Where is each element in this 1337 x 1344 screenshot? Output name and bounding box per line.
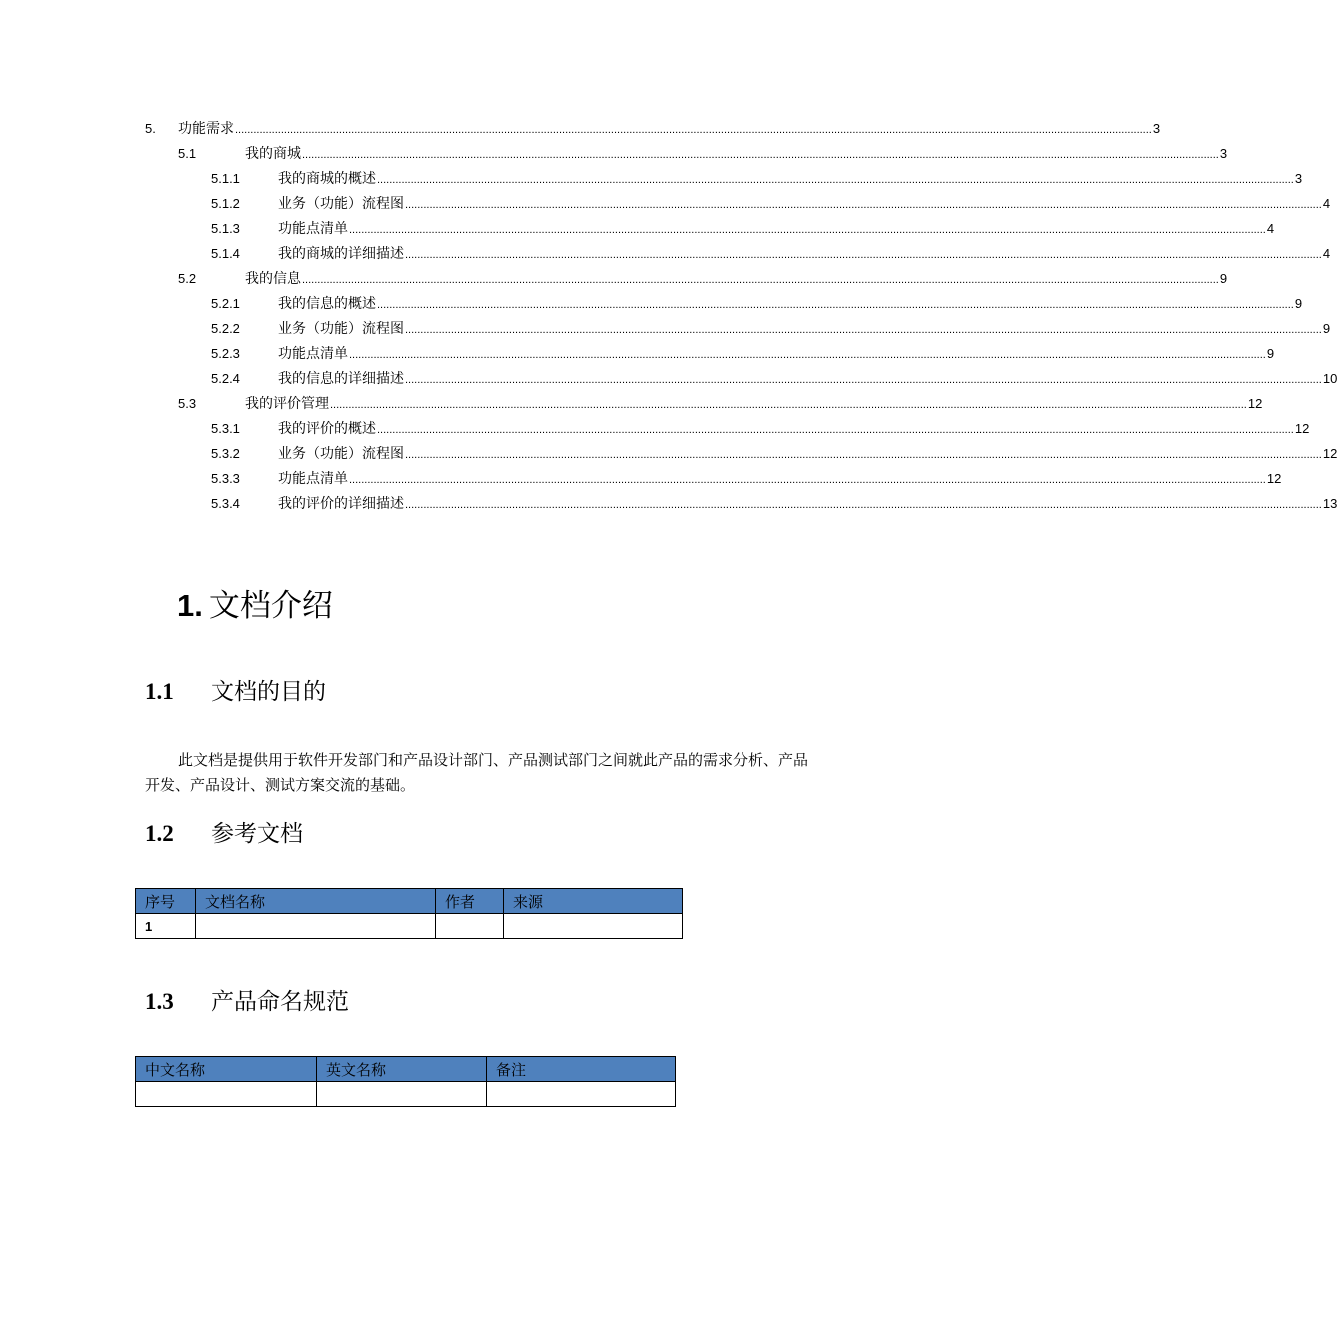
toc-leader-dots: ............................................................................................................................................................................................................................................................................................................ xyxy=(349,474,1266,486)
toc-leader-dots: ............................................................................................................................................................................................................................................................................................................ xyxy=(330,399,1247,411)
toc-entry-page: 3 xyxy=(1219,146,1228,161)
toc-entry[interactable] xyxy=(145,291,1303,316)
table-cell xyxy=(487,1082,676,1107)
toc-entry-number: 5.3.2 xyxy=(211,446,240,461)
toc-entry-title: 我的商城 xyxy=(245,146,301,162)
toc-entry[interactable] xyxy=(145,466,1282,491)
toc-entry-title: 我的信息的概述 xyxy=(278,296,376,312)
toc-leader-dots: ............................................................................................................................................................................................................................................................................................................ xyxy=(405,199,1322,211)
purpose-paragraph: 此文档是提供用于软件开发部门和产品设计部门、产品测试部门之间就此产品的需求分析、产品开发、产品设计、测试方案交流的基础。 xyxy=(145,751,809,794)
toc-entry-number: 5.2.1 xyxy=(211,296,240,311)
heading-naming-conventions: 1.3 产品命名规范 xyxy=(145,989,349,1015)
toc-entry[interactable] xyxy=(145,241,1331,266)
toc-leader-dots: ............................................................................................................................................................................................................................................................................................................ xyxy=(302,274,1219,286)
toc-entry[interactable] xyxy=(145,316,1331,341)
table-cell xyxy=(317,1082,487,1107)
toc-leader-dots: ............................................................................................................................................................................................................................................................................................................ xyxy=(349,349,1266,361)
toc-entry-title: 功能点清单 xyxy=(278,221,348,237)
column-header-chinese-name: 中文名称 xyxy=(136,1057,317,1082)
table-cell xyxy=(504,914,683,939)
table-cell xyxy=(436,914,504,939)
toc-entry[interactable] xyxy=(145,216,1275,241)
table-row xyxy=(136,914,683,939)
toc-entry[interactable] xyxy=(145,166,1303,191)
toc-leader-dots: ............................................................................................................................................................................................................................................................................................................ xyxy=(405,499,1322,511)
toc-entry-number: 5.1.3 xyxy=(211,221,240,236)
column-header-author: 作者 xyxy=(436,889,504,914)
toc-entry[interactable] xyxy=(145,491,1337,516)
heading-document-purpose: 1.1 文档的目的 xyxy=(145,679,326,705)
toc-entry-number: 5.3.1 xyxy=(211,421,240,436)
toc-entry-title: 我的商城的详细描述 xyxy=(278,246,404,262)
toc-entry-page: 12 xyxy=(1247,396,1263,411)
toc-entry-number: 5.1.2 xyxy=(211,196,240,211)
table-cell: 1 xyxy=(136,914,196,939)
toc-entry-title: 业务（功能）流程图 xyxy=(278,196,404,212)
toc-entry-title: 我的评价的概述 xyxy=(278,421,376,437)
column-header-english-name: 英文名称 xyxy=(317,1057,487,1082)
toc-leader-dots: ............................................................................................................................................................................................................................................................................................................ xyxy=(377,424,1294,436)
toc-leader-dots: ............................................................................................................................................................................................................................................................................................................ xyxy=(405,449,1322,461)
toc-entry[interactable] xyxy=(145,141,1228,166)
toc-entry[interactable] xyxy=(145,341,1275,366)
toc-entry-page: 13 xyxy=(1322,496,1337,511)
toc-leader-dots: ............................................................................................................................................................................................................................................................................................................ xyxy=(405,249,1322,261)
toc-entry-page: 9 xyxy=(1266,346,1275,361)
table-row xyxy=(136,1082,676,1107)
toc-entry-title: 功能点清单 xyxy=(278,346,348,362)
toc-entry-title: 我的信息的详细描述 xyxy=(278,371,404,387)
toc-entry-number: 5.2.2 xyxy=(211,321,240,336)
toc-entry-page: 10 xyxy=(1322,371,1337,386)
toc-entry-number: 5.1.1 xyxy=(211,171,240,186)
toc-entry-title: 我的商城的概述 xyxy=(278,171,376,187)
toc-entry-number: 5.1.4 xyxy=(211,246,240,261)
toc-entry-page: 4 xyxy=(1322,196,1331,211)
toc-entry-title: 业务（功能）流程图 xyxy=(278,446,404,462)
toc-entry-number: 5.2.3 xyxy=(211,346,240,361)
toc-entry-number: 5.3.3 xyxy=(211,471,240,486)
toc-entry-page: 9 xyxy=(1322,321,1331,336)
toc-leader-dots: ............................................................................................................................................................................................................................................................................................................ xyxy=(405,324,1322,336)
toc-entry-page: 12 xyxy=(1322,446,1337,461)
table-of-contents xyxy=(145,116,1337,516)
toc-entry-number: 5.2.4 xyxy=(211,371,240,386)
toc-leader-dots: ............................................................................................................................................................................................................................................................................................................ xyxy=(302,149,1219,161)
toc-entry-title: 我的信息 xyxy=(245,271,301,287)
toc-entry-title: 我的评价管理 xyxy=(245,396,329,412)
toc-entry-title: 功能需求 xyxy=(178,121,234,137)
toc-leader-dots: ............................................................................................................................................................................................................................................................................................................ xyxy=(377,174,1294,186)
toc-entry-number: 5.3.4 xyxy=(211,496,240,511)
toc-entry-page: 12 xyxy=(1266,471,1282,486)
table-cell xyxy=(196,914,436,939)
toc-entry-title: 业务（功能）流程图 xyxy=(278,321,404,337)
toc-leader-dots: ............................................................................................................................................................................................................................................................................................................ xyxy=(349,224,1266,236)
toc-entry-number: 5. xyxy=(145,121,156,136)
toc-entry-page: 4 xyxy=(1266,221,1275,236)
column-header-index: 序号 xyxy=(136,889,196,914)
toc-entry-page: 9 xyxy=(1294,296,1303,311)
toc-entry-page: 3 xyxy=(1294,171,1303,186)
heading-reference-docs: 1.2 参考文档 xyxy=(145,821,303,847)
toc-leader-dots: ............................................................................................................................................................................................................................................................................................................ xyxy=(235,124,1152,136)
toc-entry-number: 5.2 xyxy=(178,271,197,286)
toc-entry-number: 5.3 xyxy=(178,396,197,411)
toc-entry[interactable] xyxy=(145,116,1161,141)
toc-entry[interactable] xyxy=(145,266,1228,291)
toc-entry-page: 4 xyxy=(1322,246,1331,261)
toc-entry[interactable] xyxy=(145,391,1263,416)
toc-entry[interactable] xyxy=(145,191,1331,216)
toc-entry-page: 3 xyxy=(1152,121,1161,136)
toc-entry[interactable] xyxy=(145,366,1337,391)
column-header-source: 来源 xyxy=(504,889,683,914)
heading-document-intro: 1. 文档介绍 xyxy=(177,588,333,624)
toc-leader-dots: ............................................................................................................................................................................................................................................................................................................ xyxy=(377,299,1294,311)
toc-entry-number: 5.1 xyxy=(178,146,197,161)
reference-docs-table xyxy=(135,888,683,939)
toc-leader-dots: ............................................................................................................................................................................................................................................................................................................ xyxy=(405,374,1322,386)
column-header-remarks: 备注 xyxy=(487,1057,676,1082)
table-cell xyxy=(136,1082,317,1107)
toc-entry[interactable] xyxy=(145,441,1337,466)
toc-entry-page: 12 xyxy=(1294,421,1310,436)
toc-entry-title: 功能点清单 xyxy=(278,471,348,487)
naming-conventions-table xyxy=(135,1056,676,1107)
column-header-doc-name: 文档名称 xyxy=(196,889,436,914)
toc-entry-page: 9 xyxy=(1219,271,1228,286)
toc-entry-title: 我的评价的详细描述 xyxy=(278,496,404,512)
toc-entry[interactable] xyxy=(145,416,1310,441)
